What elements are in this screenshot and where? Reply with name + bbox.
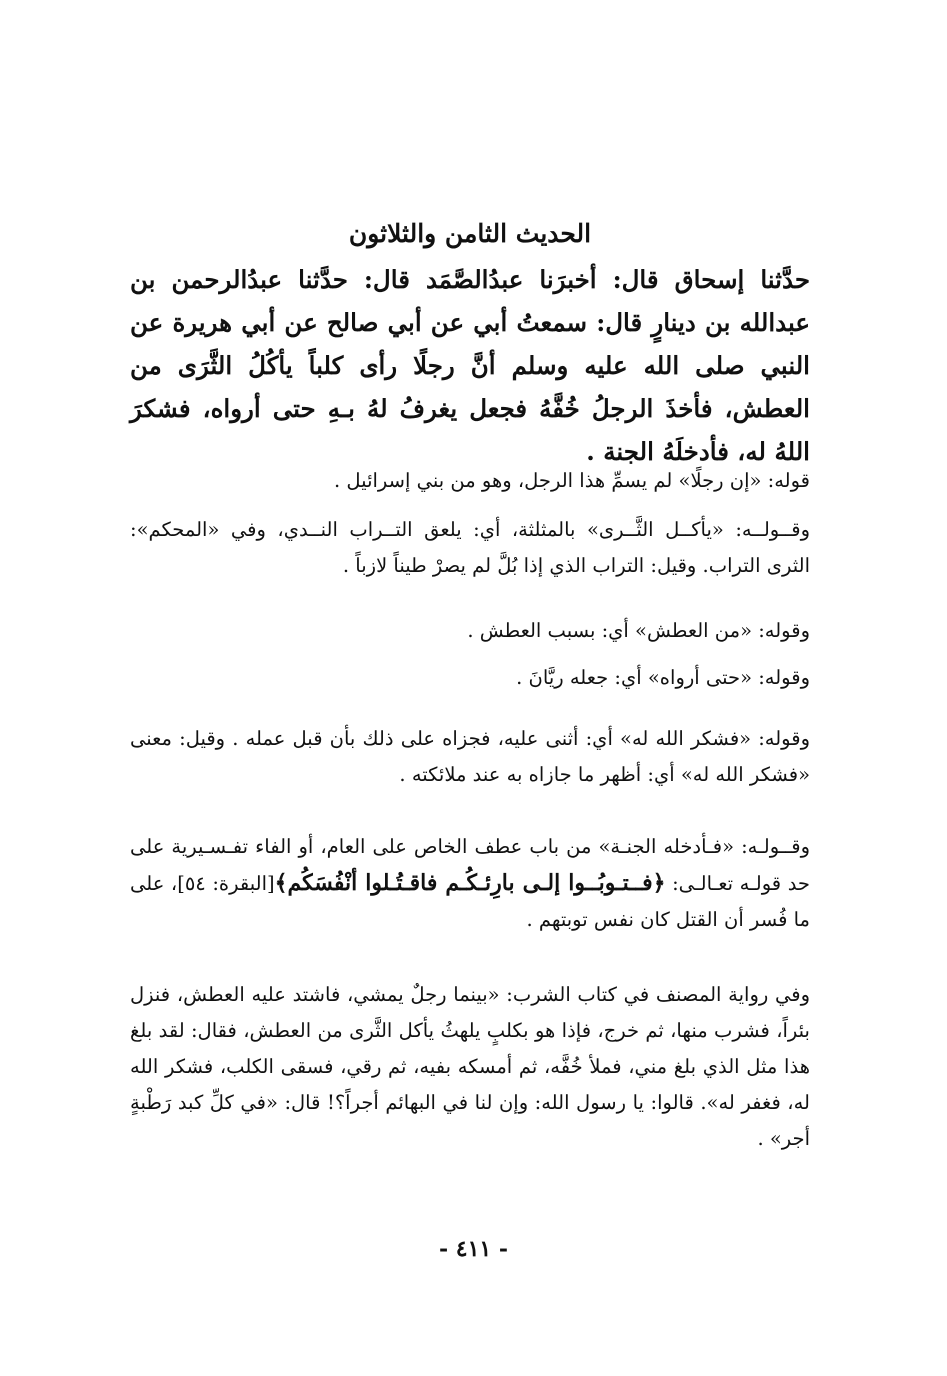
commentary-6-intro: وقــولـه: «فـأدخله الجنـة» من باب عطف الخاص على العام، أو الفاء تفـسـيرية على حد قولـه تعـالـى: xyxy=(130,835,810,895)
page-number: - ٤١١ - xyxy=(438,1236,509,1262)
commentary-paragraph-5: وقوله: «فشكر الله له» أي: أثنى عليه، فجزاه على ذلك بأن قبل عمله . وقيل: معنى «فشكر الله له» أي: أظهر ما جازاه به عند ملائكته . xyxy=(130,727,810,786)
commentary-paragraph-6 xyxy=(130,829,846,938)
commentary-paragraph-3: وقوله: «من العطش» أي: بسبب العطش . xyxy=(467,619,810,642)
hadith-title: الحديث الثامن والثلاثون xyxy=(348,219,592,248)
quran-quote: ﴿فــتـوبُــوا إلـى بارِئـكُـم فاقـتُـلوا أنْفُسَكُم﴾ xyxy=(274,870,666,896)
quran-reference: [البقرة: ٥٤] xyxy=(177,872,275,895)
commentary-paragraph-1: قوله: «إن رجلًا» لم يسمِّ هذا الرجل، وهو من بني إسرائيل . xyxy=(334,469,810,492)
commentary-paragraph-4: وقوله: «حتى أرواه» أي: جعله ريَّانَ . xyxy=(516,666,810,689)
commentary-6-tail: ، على ما فُسر أن القتل كان نفس توبتهم . xyxy=(130,872,810,931)
commentary-paragraph-2: وقــولــه: «يأكــل الثَّــرى» بالمثلثة، أي: يلعق التــراب النــدي، وفي «المحكم»: الثرى التراب. وقيل: التراب الذي إذا بُلَّ لم يصرْ طيناً لازباً . xyxy=(130,518,810,577)
commentary-paragraph-7: وفي رواية المصنف في كتاب الشرب: «بينما رجلٌ يمشي، فاشتد عليه العطش، فنزل بئراً، فشرب منها، ثم خرج، فإذا هو بكلبٍ يلهثُ يأكل الثَّرى من العطش، فقال: لقد بلغ هذا مثل الذي بلغ مني، فملأ خُفَّه، ثم أمسكه بفيه، ثم رقي، فسقى الكلب، فشكر الله له، فغفر له». قالوا: يا رسول الله: وإن لنا في البهائم أجراً؟! قال: «في كلِّ كبد رَطْبةٍ أجر» . xyxy=(130,983,810,1150)
hadith-text: حدَّثنا إسحاق قال: أخبرَنا عبدُالصَّمَد قال: حدَّثنا عبدُالرحمن بن عبدالله بن دينارٍ قال: سمعتُ أبي عن أبي صالح عن أبي هريرة عن النبي صلى الله عليه وسلم أنَّ رجلًا رأى كلباً يأكُلُ الثَّرَى من العطش، فأخذَ الرجلُ خُفَّهُ فجعل يغرفُ لهُ بـهِ حتى أرواه، فشكرَ اللهُ له، فأدخلَهُ الجنة . xyxy=(130,265,810,466)
